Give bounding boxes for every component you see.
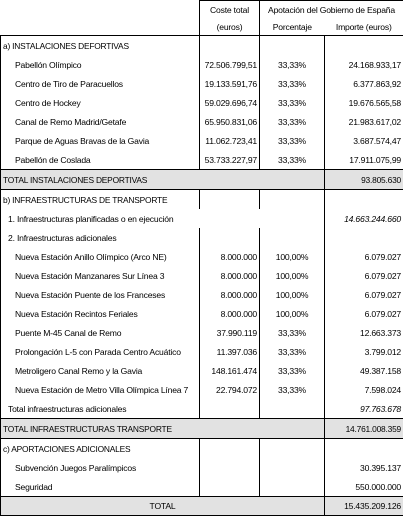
- section-b-title-row: [1, 190, 403, 210]
- row-cost: 11.397.036: [200, 342, 260, 361]
- row-label: Centro de Tiro de Paracuellos: [1, 74, 200, 93]
- table-row: [1, 304, 403, 323]
- header-importe: Importe (euros): [325, 18, 403, 36]
- grand-total-value: 15.435.209.126: [325, 497, 403, 516]
- row-amount: 12.663.373: [325, 323, 403, 342]
- row-amount: 24.168.933,17: [325, 55, 403, 74]
- row-label: Nueva Estación Puente de los Franceses: [1, 285, 200, 304]
- header-row-1: [1, 1, 403, 19]
- row-cost: 59.029.696,74: [200, 93, 260, 112]
- section-b-total-value: 14.761.008.359: [325, 419, 403, 439]
- row-label: Prolongación L-5 con Parada Centro Acuático: [1, 342, 200, 361]
- table-row: [1, 55, 403, 74]
- grand-total-label: TOTAL: [1, 497, 325, 516]
- row-label: Nueva Estación Anillo Olímpico (Arco NE): [1, 247, 200, 266]
- header-euros: (euros): [200, 18, 260, 36]
- row-pct: 33,33%: [260, 112, 325, 131]
- infra-additional-row: [1, 228, 403, 247]
- row-pct: 33,33%: [260, 55, 325, 74]
- table-row: [1, 266, 403, 285]
- row-label: Seguridad: [1, 477, 200, 497]
- row-label: Subvención Juegos Paralímpicos: [1, 458, 200, 477]
- infra-planned-label: 1. Infraestructuras planificadas o en ejecución: [1, 209, 325, 228]
- row-amount: 3.799.012: [325, 342, 403, 361]
- row-pct: 33,33%: [260, 93, 325, 112]
- section-b-title: b) INFRAESTRUCTURAS DE TRANSPORTE: [1, 190, 200, 210]
- table-row: [1, 131, 403, 150]
- section-b-subtotal-value: 97.763.678: [325, 399, 403, 419]
- row-cost: 37.990.119: [200, 323, 260, 342]
- row-cost: 72.506.799,51: [200, 55, 260, 74]
- section-b-subtotal-label: Total infraestructuras adicionales: [1, 399, 200, 419]
- section-b-total-row: [1, 419, 403, 439]
- infra-planned-value: 14.663.244.660: [325, 209, 403, 228]
- row-pct: 33,33%: [260, 361, 325, 380]
- row-pct: 100,00%: [260, 285, 325, 304]
- table-row: [1, 323, 403, 342]
- header-aportacion: Apotación del Gobierno de España: [260, 1, 403, 19]
- row-cost: 8.000.000: [200, 266, 260, 285]
- table-row: [1, 458, 403, 477]
- row-cost: 65.950.831,06: [200, 112, 260, 131]
- table-row: [1, 74, 403, 93]
- row-amount: 550.000.000: [325, 477, 403, 497]
- row-label: Nueva Estación Recintos Feriales: [1, 304, 200, 323]
- row-pct: 33,33%: [260, 380, 325, 399]
- section-b-subtotal-row: [1, 399, 403, 419]
- section-a-total-row: [1, 170, 403, 190]
- section-a-title: a) INSTALACIONES DEFORTIVAS: [1, 36, 200, 56]
- row-pct: 100,00%: [260, 304, 325, 323]
- row-label: Nueva Estación Manzanares Sur Línea 3: [1, 266, 200, 285]
- table-row: [1, 380, 403, 399]
- row-pct: 100,00%: [260, 266, 325, 285]
- section-a-total-value: 93.805.630: [325, 170, 403, 190]
- infra-additional-label: 2. Infraestructuras adicionales: [1, 228, 200, 247]
- header-row-2: [1, 18, 403, 36]
- row-amount: 6.079.027: [325, 266, 403, 285]
- table-row: [1, 112, 403, 131]
- table-row: [1, 285, 403, 304]
- row-amount: 6.079.027: [325, 285, 403, 304]
- row-amount: 17.911.075,99: [325, 150, 403, 170]
- table-row: [1, 361, 403, 380]
- row-pct: 33,33%: [260, 323, 325, 342]
- row-label: Canal de Remo Madrid/Getafe: [1, 112, 200, 131]
- row-pct: 33,33%: [260, 74, 325, 93]
- grand-total-row: [1, 497, 403, 516]
- table-row: [1, 342, 403, 361]
- row-amount: 19.676.565,58: [325, 93, 403, 112]
- row-cost: 8.000.000: [200, 304, 260, 323]
- table-row: [1, 150, 403, 170]
- section-a-title-row: [1, 36, 403, 56]
- row-amount: 6.079.027: [325, 304, 403, 323]
- row-cost: 53.733.227,97: [200, 150, 260, 170]
- header-coste-total: Coste total: [200, 1, 260, 19]
- row-pct: 33,33%: [260, 131, 325, 150]
- row-label: Puente M-45 Canal de Remo: [1, 323, 200, 342]
- row-label: Metroligero Canal Remo y la Gavia: [1, 361, 200, 380]
- section-b-total-label: TOTAL INFRAESTRUCTURAS TRANSPORTE: [1, 419, 200, 439]
- row-pct: 100,00%: [260, 247, 325, 266]
- table-row: [1, 477, 403, 497]
- row-amount: 3.687.574,47: [325, 131, 403, 150]
- row-label: Parque de Aguas Bravas de la Gavia: [1, 131, 200, 150]
- row-amount: 6.377.863,92: [325, 74, 403, 93]
- row-amount: 7.598.024: [325, 380, 403, 399]
- header-porcentaje: Porcentaje: [260, 18, 325, 36]
- row-amount: 6.079.027: [325, 247, 403, 266]
- row-cost: 11.062.723,41: [200, 131, 260, 150]
- row-amount: 30.395.137: [325, 458, 403, 477]
- row-label: Nueva Estación de Metro Villa Olímpica Línea 7: [1, 380, 200, 399]
- row-amount: 21.983.617,02: [325, 112, 403, 131]
- table-row: [1, 93, 403, 112]
- infra-planned-row: [1, 209, 403, 228]
- section-c-title: c) APORTACIONES ADICIONALES: [1, 439, 200, 459]
- section-a-total-label: TOTAL INSTALACIONES DEPORTIVAS: [1, 170, 200, 190]
- row-cost: 148.161.474: [200, 361, 260, 380]
- section-c-title-row: [1, 439, 403, 459]
- row-pct: 33,33%: [260, 342, 325, 361]
- table-row: [1, 247, 403, 266]
- row-cost: 8.000.000: [200, 285, 260, 304]
- row-cost: 8.000.000: [200, 247, 260, 266]
- row-pct: 33,33%: [260, 150, 325, 170]
- row-cost: 22.794.072: [200, 380, 260, 399]
- row-label: Pabellón de Coslada: [1, 150, 200, 170]
- row-amount: 49.387.158: [325, 361, 403, 380]
- row-cost: 19.133.591,76: [200, 74, 260, 93]
- row-label: Pabellón Olímpico: [1, 55, 200, 74]
- row-label: Centro de Hockey: [1, 93, 200, 112]
